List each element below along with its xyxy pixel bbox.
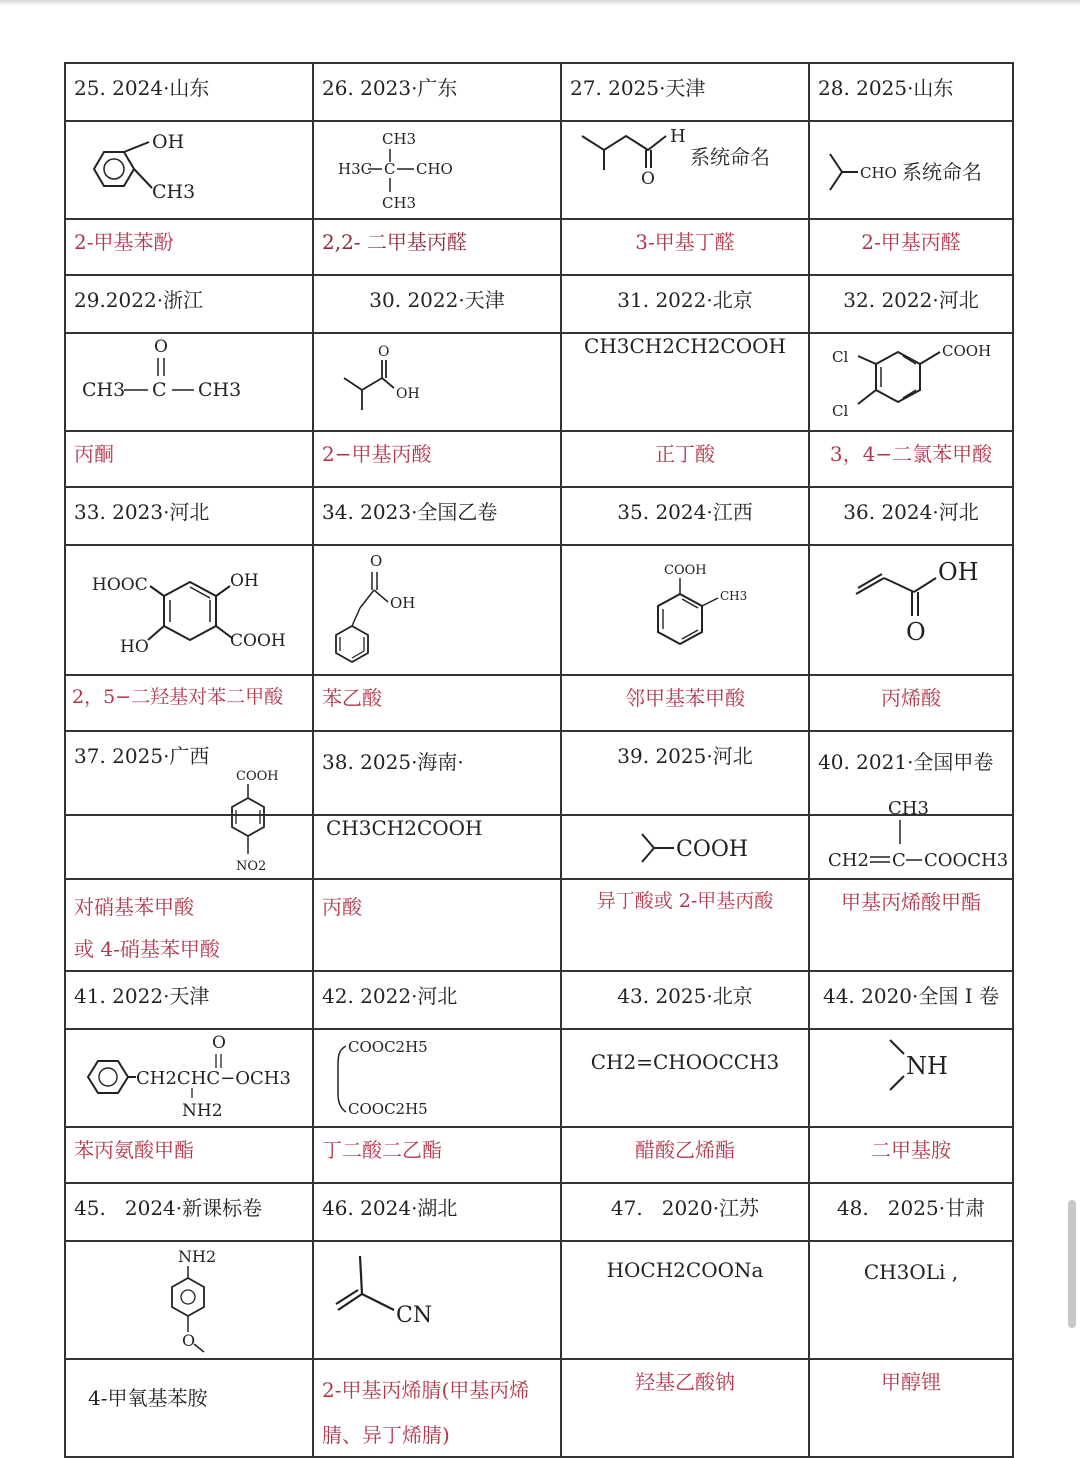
answer-row	[65, 431, 1013, 487]
question-header-cell	[561, 731, 809, 815]
answer-name: 苯丙氨酸甲酯	[65, 1127, 313, 1183]
answer-name: 2−甲基丙酸	[313, 431, 561, 487]
structure-row	[65, 333, 1013, 431]
methylphenol-structure	[74, 122, 313, 216]
answer-name: 甲基丙烯酸甲酯	[809, 879, 1013, 971]
answer-name: 2-甲基丙烯腈(甲基丙烯	[322, 1378, 530, 1402]
ch2-label: CH2	[828, 850, 869, 871]
structure-cell	[561, 1029, 809, 1127]
answer-name: 丙酸	[322, 895, 362, 919]
answer-name: 2,2- 二甲基丙醛	[313, 219, 561, 275]
condensed-formula: CH3CH2COOH	[326, 816, 483, 840]
hooc-label: HOOC	[92, 575, 148, 595]
ch3-label: CH3	[382, 194, 417, 212]
question-header: 32. 2022·河北	[809, 275, 1013, 333]
structure-cell	[65, 545, 313, 675]
dichlorobenzoic-acid-structure	[818, 334, 1013, 428]
condensed-formula: HOCH2COONa	[606, 1258, 764, 1282]
diethyl-succinate-structure	[322, 1030, 561, 1124]
answer-row	[65, 879, 1013, 971]
cooh-label: COOH	[230, 631, 286, 651]
answer-name: 2-甲基苯酚	[65, 219, 313, 275]
answer-name: 丙酮	[65, 431, 313, 487]
structure-row	[65, 121, 1013, 219]
header-row	[65, 63, 1013, 121]
structure-cell	[561, 121, 809, 219]
naming-note: 系统命名	[902, 160, 982, 184]
answer-name: 异丁酸或 2-甲基丙酸	[561, 879, 809, 971]
question-header: 35. 2024·江西	[561, 487, 809, 545]
structure-cell	[313, 545, 561, 675]
structure-cell	[313, 815, 561, 879]
structure-row	[65, 1029, 1013, 1127]
o-label: O	[182, 1331, 196, 1350]
cooh-label: COOH	[236, 769, 279, 784]
answer-name: 丁二酸二乙酯	[313, 1127, 561, 1183]
question-header-cell	[313, 731, 561, 815]
question-header: 25. 2024·山东	[65, 63, 313, 121]
nh2-label: NH2	[182, 1101, 223, 1121]
structure-cell	[809, 1241, 1013, 1359]
ch3-label: CH3	[82, 379, 126, 401]
ch3-label: CH3	[382, 130, 417, 148]
structure-cell	[561, 815, 809, 879]
naming-note: 系统命名	[690, 145, 770, 169]
answer-row	[65, 675, 1013, 731]
structure-cell	[809, 1029, 1013, 1127]
dimethylpropanal-structure	[322, 122, 561, 216]
answer-row	[65, 1359, 1013, 1457]
answer-name: 2-甲基丙醛	[809, 219, 1013, 275]
question-header: 29.2022·浙江	[65, 275, 313, 333]
structure-row	[65, 545, 1013, 675]
structure-cell	[809, 333, 1013, 431]
answer-name: 对硝基苯甲酸	[74, 895, 194, 919]
answer-name: 3-甲基丁醛	[561, 219, 809, 275]
answer-cell	[313, 1359, 561, 1457]
answer-row	[65, 1127, 1013, 1183]
structure-cell	[65, 1241, 313, 1359]
answer-name: 二甲基胺	[809, 1127, 1013, 1183]
structure-cell	[809, 798, 1013, 879]
question-header: 44. 2020·全国 I 卷	[809, 971, 1013, 1029]
o-label: O	[906, 618, 926, 646]
oh-label: OH	[396, 386, 420, 402]
question-header: 46. 2024·湖北	[313, 1183, 561, 1241]
structure-cell	[65, 121, 313, 219]
cho-label: CHO	[860, 164, 897, 182]
condensed-formula: CH2=CHOOCCH3	[590, 1050, 780, 1074]
question-header: 30. 2022·天津	[313, 275, 561, 333]
condensed-formula: CH3OLi ,	[863, 1260, 959, 1284]
header-row	[65, 275, 1013, 333]
ch3-label: CH3	[888, 798, 929, 819]
oh-label: OH	[230, 571, 259, 591]
structure-row	[65, 815, 1013, 879]
nitrobenzoic-acid-structure	[66, 769, 306, 874]
question-header: 40. 2021·全国甲卷	[818, 750, 994, 774]
question-header: 42. 2022·河北	[313, 971, 561, 1029]
answer-name: 甲醇锂	[809, 1359, 1013, 1457]
scrollbar-thumb[interactable]	[1068, 1200, 1076, 1328]
methyl-methacrylate-structure	[818, 798, 1018, 876]
structure-cell	[561, 545, 809, 675]
question-header: 28. 2025·山东	[809, 63, 1013, 121]
oh-label: OH	[938, 558, 979, 586]
answer-name: 羟基乙酸钠	[561, 1359, 809, 1457]
question-header: 31. 2022·北京	[561, 275, 809, 333]
nh-label: NH	[906, 1052, 948, 1080]
header-row	[65, 487, 1013, 545]
structure-cell	[313, 1029, 561, 1127]
ester-label: COOC2H5	[348, 1100, 428, 1118]
question-header: 39. 2025·河北	[617, 744, 753, 768]
question-header: 41. 2022·天津	[65, 971, 313, 1029]
methylbenzoic-acid-structure	[570, 546, 809, 672]
phenylacetic-acid-structure	[322, 546, 561, 672]
answer-cell	[65, 879, 313, 971]
top-edge	[0, 0, 1080, 6]
question-header: 43. 2025·北京	[561, 971, 809, 1029]
question-header: 36. 2024·河北	[809, 487, 1013, 545]
structure-cell	[809, 545, 1013, 675]
c-label: C	[892, 850, 906, 871]
answer-name: 4-甲氧基苯胺	[65, 1359, 313, 1457]
c-label: C	[152, 379, 167, 401]
ho-label: HO	[120, 637, 149, 657]
structure-cell	[65, 333, 313, 431]
phenylalanine-methyl-ester-structure	[74, 1030, 313, 1124]
question-header: 48. 2025·甘肃	[809, 1183, 1013, 1241]
question-header: 27. 2025·天津	[561, 63, 809, 121]
methoxyaniline-structure	[74, 1242, 313, 1356]
answer-name: 邻甲基苯甲酸	[561, 675, 809, 731]
question-header: 33. 2023·河北	[65, 487, 313, 545]
ch3-label: CH3	[720, 589, 748, 603]
o-label: O	[378, 344, 390, 360]
isobutyric-acid-structure	[570, 816, 809, 876]
question-header: 47. 2020·江苏	[561, 1183, 809, 1241]
answer-name-alt: 或 4-硝基苯甲酸	[74, 937, 220, 961]
answer-name: 正丁酸	[561, 431, 809, 487]
answer-name-alt: 腈、异丁烯腈)	[322, 1423, 450, 1447]
o-label: O	[641, 169, 655, 189]
o-label: O	[154, 337, 168, 357]
oh-label: OH	[390, 594, 416, 612]
header-row	[65, 971, 1013, 1029]
question-header: 26. 2023·广东	[313, 63, 561, 121]
methylbutanal-structure	[570, 122, 809, 216]
cooh-label: COOH	[676, 837, 749, 862]
answer-name: 苯乙酸	[313, 675, 561, 731]
answer-row	[65, 219, 1013, 275]
dimethylamine-structure	[818, 1030, 1013, 1124]
structure-cell	[65, 769, 313, 879]
ch3-label: CH3	[198, 379, 242, 401]
cn-label: CN	[396, 1303, 433, 1328]
cooh-label: COOH	[664, 563, 707, 578]
acrylic-acid-structure	[818, 546, 1013, 672]
h-label: H	[670, 126, 686, 147]
structure-cell	[561, 333, 809, 431]
chain-label: CH2CHC−OCH3	[136, 1068, 291, 1089]
answer-cell	[313, 879, 561, 971]
methylpropanal-structure	[818, 122, 1013, 216]
oh-label: OH	[152, 131, 185, 153]
structure-cell	[65, 1029, 313, 1127]
cl-label: Cl	[832, 402, 849, 420]
cho-label: CHO	[416, 160, 453, 178]
chemistry-naming-table	[64, 62, 1014, 1458]
structure-cell	[809, 121, 1013, 219]
o-label: O	[212, 1033, 226, 1053]
structure-cell	[313, 333, 561, 431]
answer-name: 2，5−二羟基对苯二甲酸	[65, 675, 313, 731]
header-row	[65, 1183, 1013, 1241]
question-header: 34. 2023·全国乙卷	[313, 487, 561, 545]
condensed-formula: CH3CH2CH2COOH	[584, 334, 786, 358]
structure-row	[65, 1241, 1013, 1359]
acetone-structure	[74, 334, 313, 428]
h3c-label: H3C	[338, 160, 373, 178]
ch3-label: CH3	[152, 181, 196, 203]
structure-cell	[313, 1241, 561, 1359]
structure-cell	[313, 121, 561, 219]
answer-name: 醋酸乙烯酯	[561, 1127, 809, 1183]
cooh-label: COOH	[942, 342, 992, 360]
question-header: 38. 2025·海南·	[322, 750, 464, 774]
answer-name: 丙烯酸	[809, 675, 1013, 731]
ester-label: COOC2H5	[348, 1038, 428, 1056]
o-label: O	[370, 552, 383, 570]
methylpropanoic-acid-structure	[322, 334, 561, 428]
answer-name: 3，4−二氯苯甲酸	[809, 431, 1013, 487]
cl-label: Cl	[832, 348, 849, 366]
dihydroxyterephthalic-acid-structure	[74, 546, 313, 672]
structure-cell	[561, 1241, 809, 1359]
c-label: C	[384, 160, 396, 178]
nh2-label: NH2	[178, 1247, 217, 1266]
cooch3-label: COOCH3	[924, 850, 1009, 871]
no2-label: NO2	[236, 859, 267, 874]
question-header: 45. 2024·新课标卷	[65, 1183, 313, 1241]
question-header: 37. 2025·广西	[74, 744, 210, 768]
methacrylonitrile-structure	[322, 1242, 561, 1356]
